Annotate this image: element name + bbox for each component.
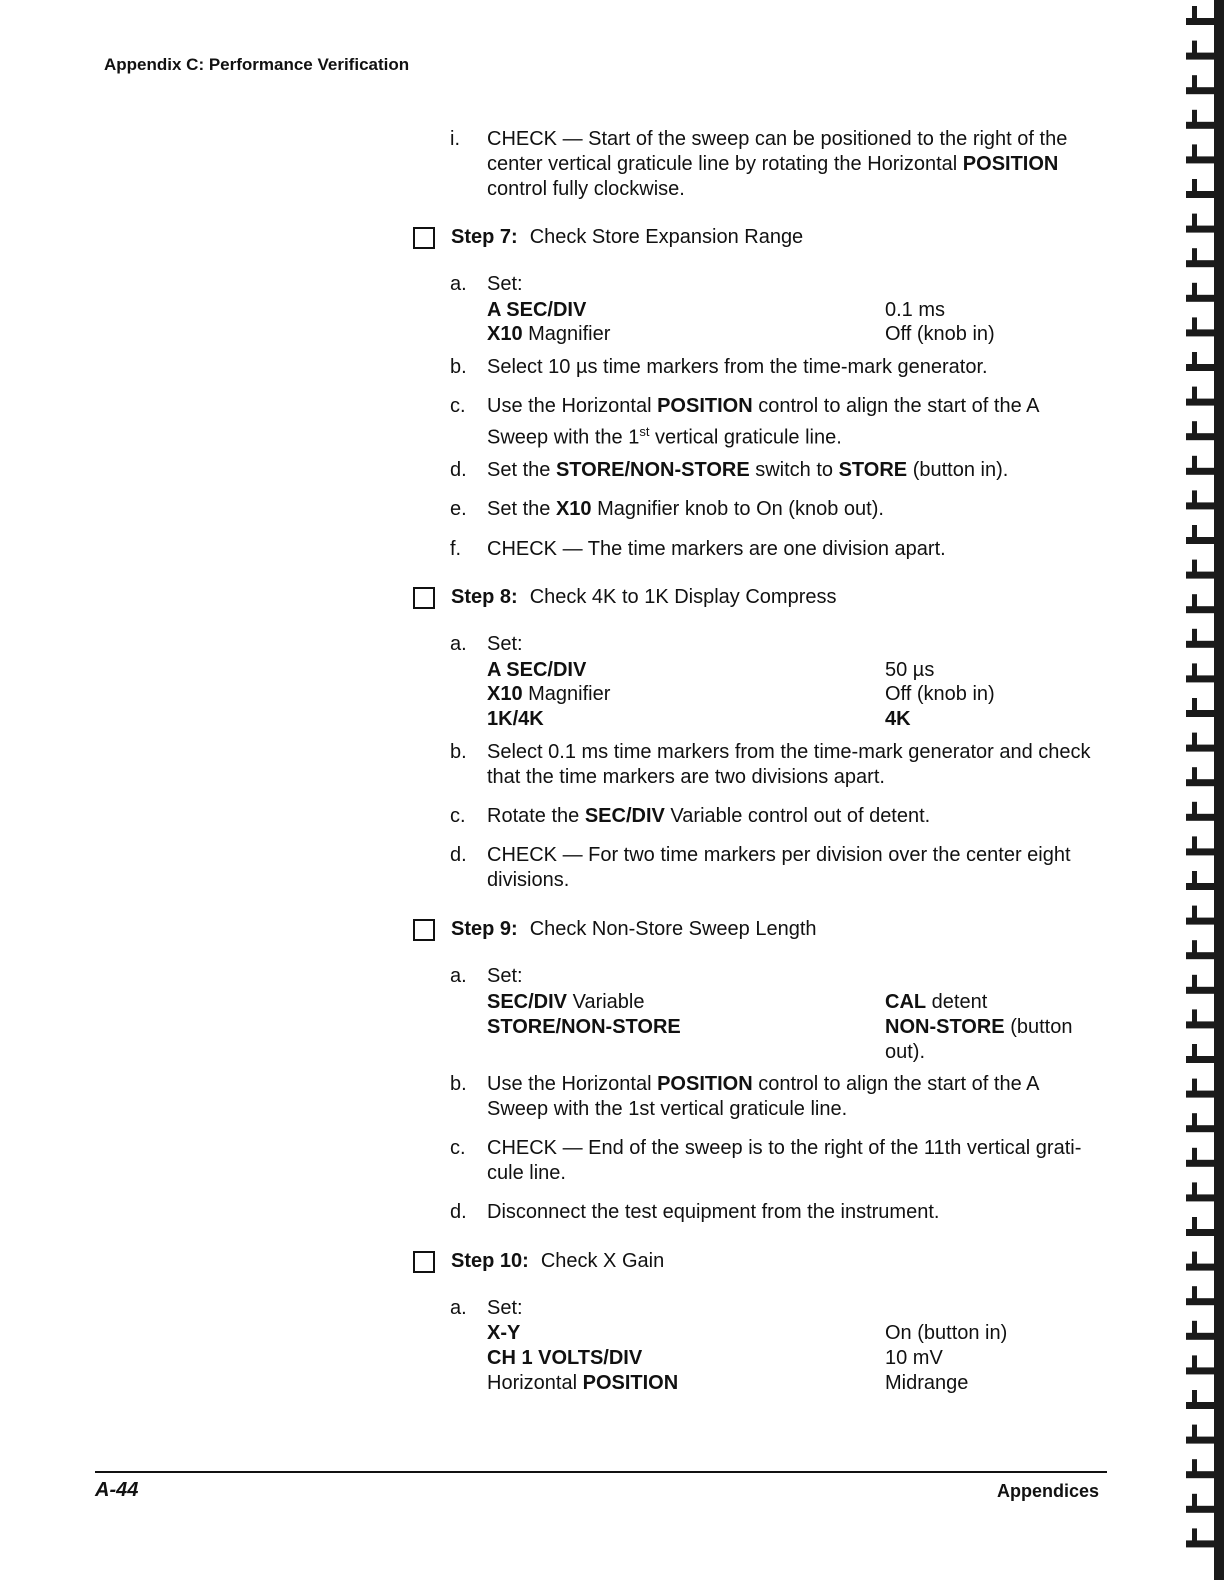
list-item: [0, 964, 1224, 989]
step-checkbox[interactable]: [413, 919, 435, 941]
step-title: Check Store Expansion Range: [529, 226, 804, 248]
binding-loop: [1186, 641, 1216, 648]
binding-loop: [1186, 399, 1216, 406]
step-label: Step 8:: [451, 586, 518, 608]
item-text: CHECK — The time markers are one division apart.: [487, 538, 946, 560]
item-letter: a.: [450, 1297, 467, 1319]
binding-tick: [1192, 802, 1197, 816]
binding-loop: [1186, 329, 1216, 336]
binding-tick: [1192, 283, 1197, 297]
binding-tick: [1192, 1182, 1197, 1196]
setting-name: SEC/DIV Variable: [487, 991, 645, 1013]
running-header: Appendix C: Performance Verification: [104, 55, 410, 74]
binding-loop: [1186, 191, 1216, 198]
step-title: Check 4K to 1K Display Compress: [529, 586, 837, 608]
binding-tick: [1192, 767, 1197, 781]
list-item: [0, 127, 1224, 207]
binding-tick: [1192, 525, 1197, 539]
list-item: [0, 272, 1224, 297]
binding-loop: [1186, 1437, 1216, 1444]
step-heading: [413, 586, 836, 609]
item-text: Set the X10 Magnifier knob to On (knob out).: [487, 498, 884, 520]
binding-tick: [1192, 560, 1197, 574]
setting-row: [0, 322, 1224, 347]
binding-loop: [1186, 606, 1216, 613]
setting-name: CH 1 VOLTS/DIV: [487, 1347, 643, 1369]
binding-loop: [1186, 710, 1216, 717]
binding-loop: [1186, 1091, 1216, 1098]
page-number: A-44: [95, 1479, 139, 1501]
setting-value: 50 µs: [885, 659, 935, 681]
item-letter: c.: [450, 1137, 466, 1159]
setting-row: [0, 1015, 1224, 1065]
binding-loop: [1186, 883, 1216, 890]
binding-tick: [1192, 1459, 1197, 1473]
binding-tick: [1192, 733, 1197, 747]
binding-loop: [1186, 53, 1216, 60]
binding-tick: [1192, 1044, 1197, 1058]
setting-name: X10 Magnifier: [487, 683, 611, 705]
binding-loop: [1186, 952, 1216, 959]
binding-tick: [1192, 144, 1197, 158]
footer-rule: [95, 1471, 1107, 1473]
binding-loop: [1186, 987, 1216, 994]
binding-tick: [1192, 906, 1197, 920]
setting-value: NON-STORE (button out).: [885, 1016, 1073, 1063]
step-heading: [413, 918, 817, 941]
binding-tick: [1192, 6, 1197, 20]
binding-tick: [1192, 387, 1197, 401]
binding-loop: [1186, 1160, 1216, 1167]
step-heading: [413, 1250, 664, 1273]
setting-name: X10 Magnifier: [487, 323, 611, 345]
binding-loop: [1186, 295, 1216, 302]
item-text: Set the STORE/NON-STORE switch to STORE (button in).: [487, 459, 1009, 481]
binding-tick: [1192, 490, 1197, 504]
binding-tick: [1192, 214, 1197, 228]
item-letter: a.: [450, 965, 467, 987]
list-item: [0, 1200, 1224, 1225]
setting-name: STORE/NON-STORE: [487, 1016, 681, 1038]
binding-loop: [1186, 675, 1216, 682]
binding-tick: [1192, 1009, 1197, 1023]
binding-loop: [1186, 1298, 1216, 1305]
binding-tick: [1192, 1528, 1197, 1542]
binding-tick: [1192, 871, 1197, 885]
list-item: [0, 843, 1224, 893]
setting-name: X-Y: [487, 1322, 521, 1344]
footer-section: Appendices: [996, 1481, 1099, 1501]
binding-tick: [1192, 1321, 1197, 1335]
binding-loop: [1186, 468, 1216, 475]
binding-loop: [1186, 1333, 1216, 1340]
binding-loop: [1186, 87, 1216, 94]
binding-loop: [1186, 1402, 1216, 1409]
binding-loop: [1186, 1229, 1216, 1236]
binding-tick: [1192, 1079, 1197, 1093]
item-text: Set:: [487, 273, 523, 295]
setting-value: CAL detent: [885, 991, 988, 1013]
setting-row: [0, 298, 1224, 323]
binding-tick: [1192, 41, 1197, 55]
step-checkbox[interactable]: [413, 1251, 435, 1273]
item-letter: f.: [450, 538, 462, 560]
setting-value: 4K: [885, 708, 911, 730]
item-letter: c.: [450, 395, 466, 417]
list-item: [0, 632, 1224, 657]
item-letter: d.: [450, 844, 467, 866]
item-text: Select 0.1 ms time markers from the time-mark generator and check that the time markers are two divisions apart.: [487, 741, 1091, 788]
binding-tick: [1192, 698, 1197, 712]
setting-row: [0, 1346, 1224, 1371]
binding-loop: [1186, 1506, 1216, 1513]
binding-loop: [1186, 502, 1216, 509]
item-letter: d.: [450, 1201, 467, 1223]
list-item: [0, 804, 1224, 829]
binding-loop: [1186, 1264, 1216, 1271]
item-text: Disconnect the test equipment from the instrument.: [487, 1201, 940, 1223]
item-text: Select 10 µs time markers from the time-mark generator.: [487, 356, 988, 378]
binding-tick: [1192, 594, 1197, 608]
setting-name: 1K/4K: [487, 708, 544, 730]
setting-row: [0, 707, 1224, 732]
step-label: Step 10:: [451, 1250, 529, 1272]
binding-tick: [1192, 1390, 1197, 1404]
item-letter: b.: [450, 741, 467, 763]
binding-tick: [1192, 421, 1197, 435]
item-letter: c.: [450, 805, 466, 827]
binding-loop: [1186, 226, 1216, 233]
binding-loop: [1186, 156, 1216, 163]
binding-loop: [1186, 433, 1216, 440]
list-item: [0, 537, 1224, 562]
binding-loop: [1186, 18, 1216, 25]
step-checkbox[interactable]: [413, 587, 435, 609]
binding-tick: [1192, 75, 1197, 89]
item-text: Use the Horizontal POSITION control to align the start of the A Sweep with the 1st vertical graticule line.: [487, 395, 1039, 449]
binding-tick: [1192, 1494, 1197, 1508]
binding-tick: [1192, 1148, 1197, 1162]
binding-tick: [1192, 1217, 1197, 1231]
binding-loop: [1186, 814, 1216, 821]
step-label: Step 9:: [451, 918, 518, 940]
item-text: CHECK — End of the sweep is to the right of the 11th vertical grati-cule line.: [487, 1137, 1082, 1184]
binding-tick: [1192, 352, 1197, 366]
binding-loop: [1186, 1540, 1216, 1547]
item-text: Rotate the SEC/DIV Variable control out of detent.: [487, 805, 931, 827]
binding-loop: [1186, 364, 1216, 371]
item-letter: a.: [450, 273, 467, 295]
item-text: CHECK — For two time markers per division over the center eight divisions.: [487, 844, 1071, 891]
binding-tick: [1192, 940, 1197, 954]
list-item: [0, 1072, 1224, 1122]
step-title: Check Non-Store Sweep Length: [529, 918, 817, 940]
list-item: [0, 355, 1224, 380]
setting-name: A SEC/DIV: [487, 659, 587, 681]
setting-row: [0, 682, 1224, 707]
item-text: Use the Horizontal POSITION control to align the start of the A Sweep with the 1st vertical graticule line.: [487, 1073, 1039, 1120]
binding-tick: [1192, 317, 1197, 331]
setting-value: On (button in): [885, 1322, 1008, 1344]
step-checkbox[interactable]: [413, 227, 435, 249]
setting-value: Off (knob in): [885, 683, 995, 705]
binding-loop: [1186, 848, 1216, 855]
binding-loop: [1186, 1125, 1216, 1132]
binding-tick: [1192, 1355, 1197, 1369]
setting-row: [0, 1321, 1224, 1346]
item-letter: d.: [450, 459, 467, 481]
item-letter: b.: [450, 1073, 467, 1095]
spiral-binding: [1178, 0, 1224, 1580]
binding-loop: [1186, 918, 1216, 925]
binding-loop: [1186, 779, 1216, 786]
binding-tick: [1192, 248, 1197, 262]
binding-tick: [1192, 179, 1197, 193]
binding-loop: [1186, 1056, 1216, 1063]
binding-tick: [1192, 1252, 1197, 1266]
binding-loop: [1186, 1367, 1216, 1374]
list-item: [0, 497, 1224, 522]
list-item: [0, 394, 1224, 449]
item-text: Set:: [487, 965, 523, 987]
list-item: [0, 458, 1224, 483]
setting-name: A SEC/DIV: [487, 299, 587, 321]
list-item: [0, 1296, 1224, 1321]
binding-loop: [1186, 260, 1216, 267]
setting-row: [0, 658, 1224, 683]
binding-tick: [1192, 975, 1197, 989]
item-letter: i.: [450, 128, 460, 150]
binding-loop: [1186, 1021, 1216, 1028]
setting-value: 10 mV: [885, 1347, 943, 1369]
setting-value: 0.1 ms: [885, 299, 946, 321]
binding-loop: [1186, 1471, 1216, 1478]
item-letter: a.: [450, 633, 467, 655]
binding-spine: [1214, 0, 1224, 1580]
binding-tick: [1192, 629, 1197, 643]
item-text: CHECK — Start of the sweep can be positioned to the right of the center vertical graticule line by rotating the Horizontal POSITION control fully clockwise.: [487, 128, 1068, 200]
binding-tick: [1192, 110, 1197, 124]
binding-tick: [1192, 1113, 1197, 1127]
binding-loop: [1186, 122, 1216, 129]
setting-name: Horizontal POSITION: [487, 1372, 679, 1394]
binding-tick: [1192, 663, 1197, 677]
step-heading: [413, 226, 803, 249]
binding-loop: [1186, 537, 1216, 544]
step-label: Step 7:: [451, 226, 518, 248]
binding-tick: [1192, 1286, 1197, 1300]
list-item: [0, 1136, 1224, 1186]
setting-row: [0, 990, 1224, 1015]
binding-loop: [1186, 745, 1216, 752]
setting-value: Off (knob in): [885, 323, 995, 345]
list-item: [0, 740, 1224, 790]
binding-tick: [1192, 836, 1197, 850]
setting-value: Midrange: [885, 1372, 969, 1394]
binding-tick: [1192, 456, 1197, 470]
item-text: Set:: [487, 633, 523, 655]
binding-loop: [1186, 572, 1216, 579]
setting-row: [0, 1371, 1224, 1396]
binding-loop: [1186, 1194, 1216, 1201]
item-letter: e.: [450, 498, 467, 520]
item-text: Set:: [487, 1297, 523, 1319]
step-title: Check X Gain: [540, 1250, 665, 1272]
binding-tick: [1192, 1425, 1197, 1439]
item-letter: b.: [450, 356, 467, 378]
